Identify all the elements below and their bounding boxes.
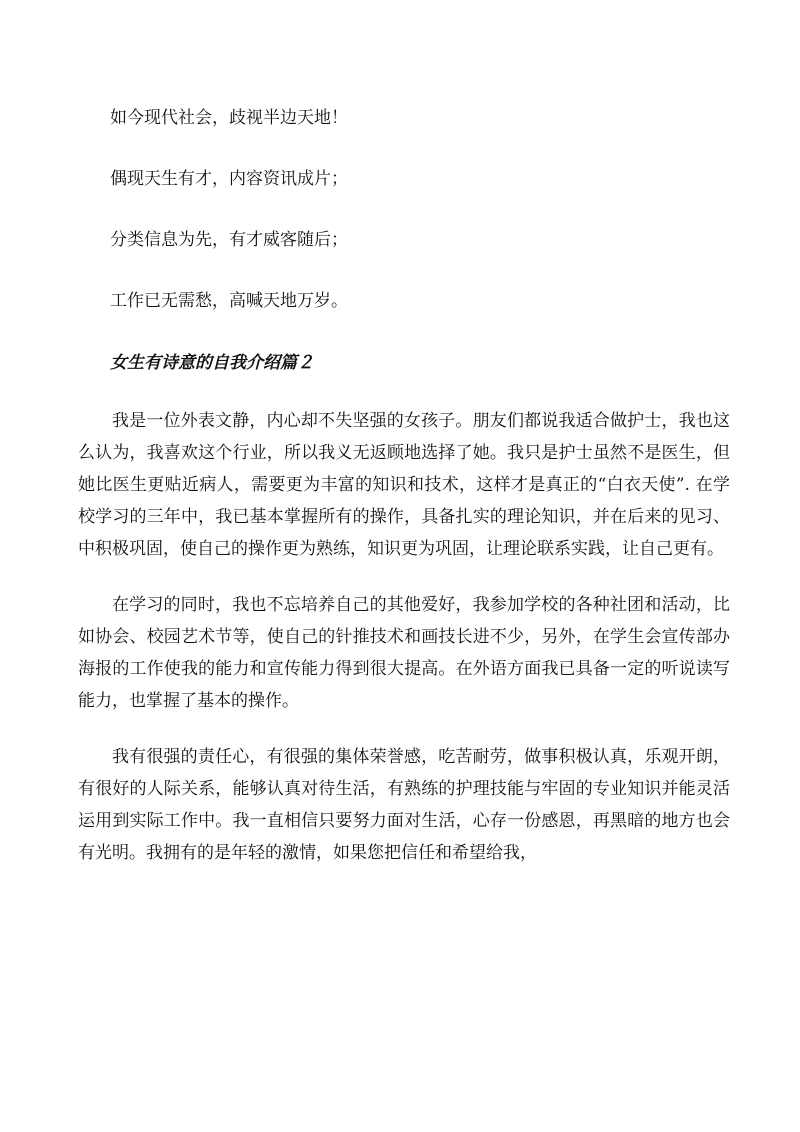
paragraph-3: 我有很强的责任心，有很强的集体荣誉感，吃苦耐劳，做事积极认真，乐观开朗，有很好的人际关系，能够认真对待生活，有熟练的护理技能与牢固的专业知识并能灵活运用到实际工作中。我一直相信只要努力面对生活，心存一份感恩，再黑暗的地方也会有光明。我拥有的是年轻的激情，如果您把信任和希望给我， [78,747,730,863]
poem-line-2: 偶现天生有才，内容资讯成片； [110,169,348,189]
body-text [78,405,730,893]
poem-line-1: 如今现代社会，歧视半边天地！ [110,108,348,128]
poem-block [110,103,730,347]
section-heading: 女生有诗意的自我介绍篇２ [110,353,314,373]
poem-line-4: 工作已无需愁，高喊天地万岁。 [110,291,348,311]
paragraph-2: 在学习的同时，我也不忘培养自己的其他爱好，我参加学校的各种社团和活动，比如协会、校园艺术节等，使自己的针推技术和画技长进不少，另外，在学生会宣传部办海报的工作使我的能力和宣传能力得到很大提高。在外语方面我已具备一定的听说读写能力，也掌握了基本的操作。 [78,595,730,711]
paragraph-1: 我是一位外表文静，内心却不失坚强的女孩子。朋友们都说我适合做护士，我也这么认为，我喜欢这个行业，所以我义无返顾地选择了她。我只是护士虽然不是医生，但她比医生更贴近病人，需要更为丰富的知识和技术，这样才是真正的“白衣天使”. 在学校学习的三年中，我已基本掌握所有的操作，具备扎实的理论知识，并在后来的见习、中积极巩固，使自己的操作更为熟练，知识更为巩固，让理论联系实践，让自己更有。 [78,411,730,559]
poem-line-3: 分类信息为先，有才威客随后； [110,230,348,250]
